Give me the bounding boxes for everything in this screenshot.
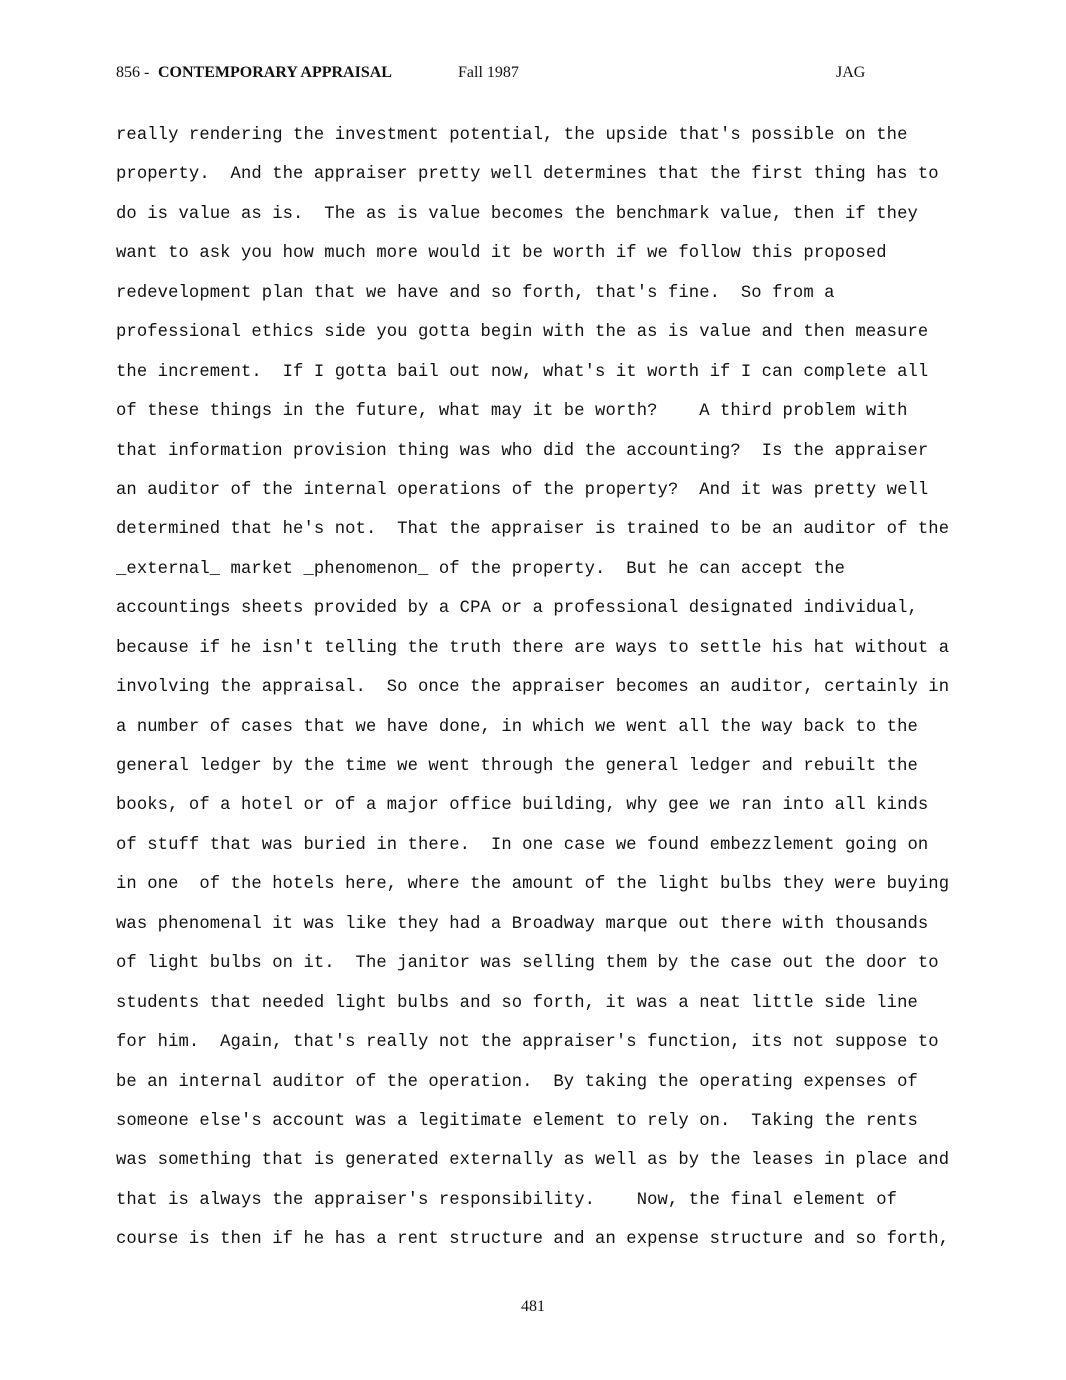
- transcript-line: of light bulbs on it. The janitor was selling them by the case out the door to: [116, 954, 939, 974]
- page-number: 481: [521, 1298, 545, 1315]
- transcript-line: want to ask you how much more would it be worth if we follow this proposed: [116, 244, 887, 264]
- transcript-line: general ledger by the time we went through the general ledger and rebuilt the: [116, 757, 918, 776]
- transcript-line: really rendering the investment potential, the upside that's possible on the: [116, 126, 908, 145]
- transcript-line: redevelopment plan that we have and so forth, that's fine. So from a: [116, 283, 835, 303]
- transcript-line: for him. Again, that's really not the appraiser's function, its not suppose to: [116, 1033, 939, 1053]
- transcript-line: was something that is generated externally as well as by the leases in place and: [116, 1151, 950, 1171]
- transcript-line: property. And the appraiser pretty well determines that the first thing has to: [116, 165, 939, 185]
- transcript-line: books, of a hotel or of a major office building, why gee we ran into all kinds: [116, 796, 929, 816]
- header-course-title: CONTEMPORARY APPRAISAL: [158, 64, 392, 81]
- transcript-line: was phenomenal it was like they had a Broadway marque out there with thousands: [116, 914, 929, 934]
- transcript-line: a number of cases that we have done, in which we went all the way back to the: [116, 717, 918, 737]
- transcript-line: do is value as is. The as is value becomes the benchmark value, then if they: [116, 204, 918, 224]
- transcript-line: determined that he's not. That the appraiser is trained to be an auditor of the: [116, 520, 950, 540]
- transcript-line: in one of the hotels here, where the amount of the light bulbs they were buying: [116, 875, 950, 895]
- transcript-line: of these things in the future, what may it be worth? A third problem with: [116, 402, 908, 422]
- transcript-line: students that needed light bulbs and so forth, it was a neat little side line: [116, 993, 918, 1013]
- transcript-line: be an internal auditor of the operation. By taking the operating expenses of: [116, 1072, 918, 1092]
- transcript-line: someone else's account was a legitimate element to rely on. Taking the rents: [116, 1111, 918, 1131]
- transcript-line: involving the appraisal. So once the appraiser becomes an auditor, certainly in: [116, 678, 950, 698]
- transcript-line: because if he isn't telling the truth there are ways to settle his hat without a: [116, 638, 950, 658]
- transcript-body: [116, 116, 996, 1260]
- header-term: Fall 1987: [458, 64, 519, 81]
- transcript-line: the increment. If I gotta bail out now, what's it worth if I can complete all: [116, 362, 929, 382]
- header-course-number: 856 -: [116, 64, 154, 81]
- transcript-line: professional ethics side you gotta begin with the as is value and then measure: [116, 323, 929, 343]
- transcript-line: course is then if he has a rent structure and an expense structure and so forth,: [116, 1230, 950, 1250]
- transcript-line: that is always the appraiser's responsibility. Now, the final element of: [116, 1190, 898, 1210]
- transcript-line: of stuff that was buried in there. In one case we found embezzlement going on: [116, 835, 929, 855]
- transcript-line: _external_ market _phenomenon_ of the property. But he can accept the: [116, 559, 845, 579]
- transcript-line: an auditor of the internal operations of the property? And it was pretty well: [116, 480, 929, 500]
- header-initials: JAG: [836, 64, 866, 81]
- transcript-line: accountings sheets provided by a CPA or a professional designated individual,: [116, 599, 918, 619]
- page-header: [116, 62, 956, 84]
- transcript-line: that information provision thing was who did the accounting? Is the appraiser: [116, 441, 929, 461]
